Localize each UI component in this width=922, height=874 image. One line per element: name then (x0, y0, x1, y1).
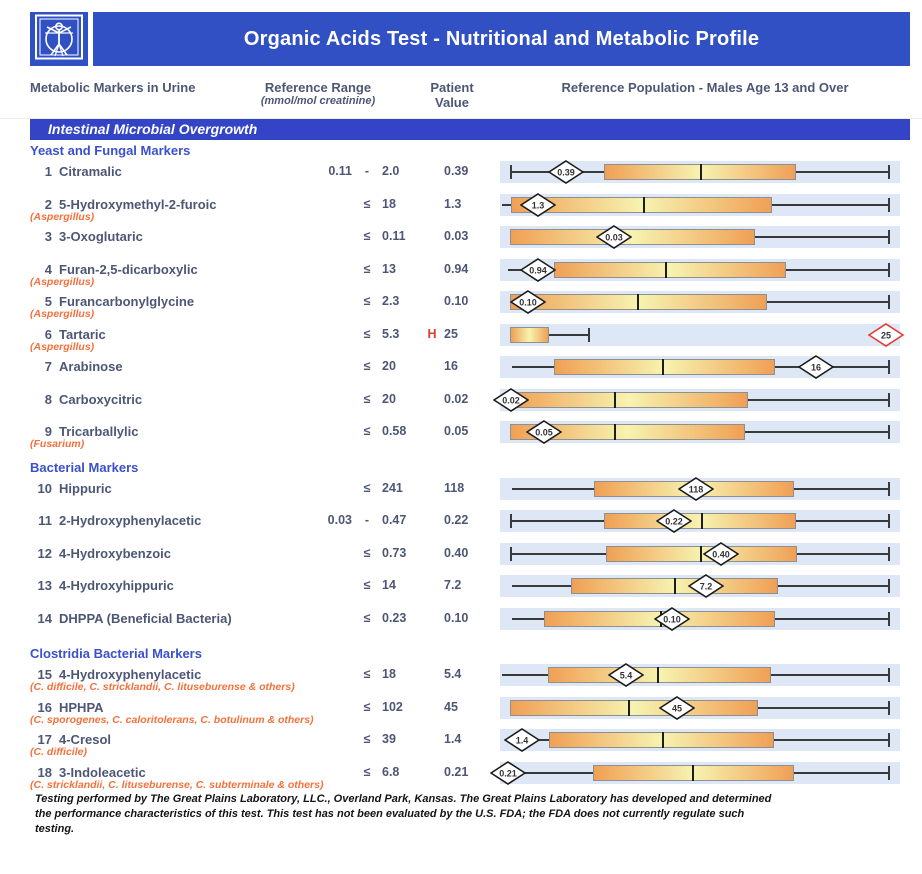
marker-organisms: (C. stricklandii, C. lituseburense, C. subterminale & others) (30, 778, 324, 791)
patient-value (422, 700, 500, 714)
title-banner (93, 12, 910, 66)
median-line (643, 197, 645, 213)
group-heading: Yeast and Fungal Markers (30, 143, 191, 158)
svg-text:7.2: 7.2 (700, 581, 713, 592)
col-markers: Metabolic Markers in Urine (30, 80, 196, 95)
quartile-box (554, 262, 786, 278)
patient-marker-diamond (520, 193, 556, 217)
patient-marker-diamond (678, 477, 714, 501)
reference-comparator: ≤ (363, 667, 371, 681)
boxplot (500, 543, 900, 565)
median-line (700, 164, 702, 180)
patient-value-number: 7.2 (444, 578, 462, 592)
marker-name: Furancarbonylglycine (59, 294, 195, 309)
col-reference-units: (mmol/mol creatinine) (260, 95, 376, 107)
marker-number: 16 (37, 699, 52, 715)
boxplot (500, 664, 900, 686)
patient-marker-diamond (608, 663, 644, 687)
patient-marker-diamond (703, 542, 739, 566)
boxplot (500, 478, 900, 500)
column-headers (0, 66, 922, 119)
patient-value (422, 197, 500, 211)
reference-high: 13 (382, 261, 396, 276)
reference-comparator: ≤ (363, 764, 371, 779)
reference-high: 0.47 (382, 513, 407, 527)
reference-high: 2.0 (382, 164, 400, 178)
marker-name: HPHPA (59, 699, 104, 715)
marker-organisms: (Aspergillus) (30, 308, 95, 320)
svg-text:0.03: 0.03 (605, 232, 624, 243)
patient-value-number: 16 (444, 359, 458, 373)
marker-number: 4 (44, 261, 52, 277)
marker-number: 14 (37, 610, 52, 626)
col-reference-range: Reference Range (mmol/mol creatinine) (238, 80, 398, 107)
median-line (614, 424, 616, 440)
patient-marker-diamond (548, 160, 584, 184)
median-line (657, 667, 659, 683)
whisker-cap-right (888, 360, 890, 374)
marker-name: DHPPA (Beneficial Bacteria) (59, 610, 232, 626)
svg-text:0.22: 0.22 (665, 516, 683, 527)
reference-high: 0.11 (382, 229, 406, 243)
patient-value (422, 294, 500, 308)
reference-high: 2.3 (382, 294, 400, 308)
patient-value (422, 327, 500, 341)
marker-organisms: (C. sporogenes, C. caloritolerans, C. botulinum & others) (30, 713, 314, 726)
boxplot (500, 356, 900, 378)
marker-name: 3-Indoleacetic (59, 764, 146, 780)
patient-value (422, 359, 500, 373)
marker-number: 11 (38, 513, 52, 528)
patient-marker-diamond (688, 574, 724, 598)
marker-row (30, 763, 910, 796)
patient-value-number: 0.10 (444, 294, 469, 308)
svg-text:0.02: 0.02 (502, 395, 520, 405)
median-line (674, 578, 676, 594)
section-header: Intestinal Microbial Overgrowth (30, 119, 910, 140)
reference-comparator: ≤ (363, 294, 371, 308)
reference-comparator: ≤ (363, 699, 371, 714)
reference-comparator: ≤ (363, 196, 371, 211)
marker-number: 15 (37, 667, 52, 682)
patient-value-number: 0.40 (444, 545, 469, 560)
reference-comparator: ≤ (363, 578, 371, 592)
reference-comparator: - (364, 164, 370, 178)
footer-line: the performance characteristics of this test. This test has not been evaluated by the U.S. FDA; the FDA does not currently regulate such (35, 808, 745, 820)
high-flag: H (427, 326, 437, 341)
reference-high: 5.3 (382, 326, 400, 341)
reference-low: 0.03 (327, 513, 352, 527)
reference-high: 20 (382, 391, 396, 406)
marker-number: 1 (44, 164, 52, 179)
whisker-cap-left (510, 514, 512, 528)
patient-value-number: 0.39 (444, 164, 469, 178)
marker-number: 3 (44, 229, 52, 244)
patient-value-number: 0.03 (444, 229, 469, 243)
report-header (30, 12, 910, 66)
patient-value-number: 118 (444, 480, 465, 495)
marker-number: 18 (37, 764, 52, 780)
svg-text:0.40: 0.40 (712, 549, 730, 559)
patient-marker-diamond (493, 388, 529, 412)
reference-high: 20 (382, 359, 396, 373)
quartile-box (510, 392, 748, 408)
marker-row (30, 511, 910, 544)
quartile-box (604, 513, 796, 529)
boxplot (500, 575, 900, 597)
boxplot (500, 389, 900, 411)
patient-marker-diamond (490, 761, 526, 785)
patient-marker-diamond (798, 355, 834, 379)
patient-value-number: 0.10 (444, 610, 469, 625)
whisker-cap-right (888, 547, 890, 561)
reference-high: 241 (382, 480, 403, 495)
marker-name: Arabinose (59, 359, 123, 374)
whisker-cap-right (888, 668, 890, 682)
patient-value-number: 0.94 (444, 261, 469, 276)
whisker-cap-right (888, 733, 890, 747)
svg-text:45: 45 (672, 703, 683, 713)
patient-value-number: 0.05 (444, 424, 469, 438)
patient-value (422, 765, 500, 779)
marker-name: 2-Hydroxyphenylacetic (59, 513, 202, 528)
marker-name: 4-Cresol (59, 732, 112, 747)
marker-number: 7 (44, 359, 52, 374)
patient-value-number: 1.3 (444, 196, 462, 211)
reference-comparator: ≤ (363, 610, 371, 625)
svg-text:5.4: 5.4 (620, 670, 633, 681)
marker-row (30, 479, 910, 512)
patient-value (422, 229, 500, 243)
patient-value-number: 1.4 (444, 732, 462, 746)
whisker-cap-right (888, 230, 890, 244)
reference-comparator: ≤ (363, 391, 371, 406)
reference-high: 0.73 (382, 545, 407, 560)
whisker-cap-right (888, 393, 890, 407)
whisker-cap-right (588, 328, 590, 342)
patient-marker-diamond (520, 258, 556, 282)
reference-comparator: ≤ (363, 359, 371, 373)
marker-organisms: (C. difficile, C. stricklandii, C. lituseburense & others) (30, 681, 295, 693)
marker-row (30, 260, 910, 293)
boxplot (500, 697, 900, 719)
median-line (692, 765, 694, 781)
quartile-box (510, 229, 755, 245)
marker-organisms: (Aspergillus) (30, 210, 95, 223)
marker-name: Tartaric (59, 326, 106, 342)
marker-organisms: (C. difficile) (30, 746, 87, 758)
footer-disclaimer (35, 792, 895, 837)
marker-row (30, 665, 910, 698)
quartile-box (510, 700, 758, 716)
boxplot (500, 259, 900, 281)
median-line (628, 700, 630, 716)
patient-value-number: 0.22 (444, 513, 469, 527)
whisker-cap-right (888, 263, 890, 277)
col-patient-value: Patient Value (430, 80, 474, 110)
report-title: Organic Acids Test - Nutritional and Metabolic Profile (243, 27, 760, 50)
patient-marker-diamond (510, 290, 546, 314)
patient-marker-diamond (526, 420, 562, 444)
marker-number: 2 (44, 196, 52, 212)
marker-number: 9 (44, 424, 52, 439)
median-line (662, 359, 664, 375)
marker-row (30, 544, 910, 577)
reference-low: 0.11 (328, 164, 352, 178)
median-line (614, 392, 616, 408)
patient-value-number: 0.21 (444, 764, 469, 779)
marker-row (30, 195, 910, 228)
median-line (637, 294, 639, 310)
patient-value-number: 0.02 (444, 391, 469, 406)
marker-name: 4-Hydroxyhippuric (59, 578, 174, 593)
patient-marker-diamond (659, 696, 695, 720)
svg-text:0.39: 0.39 (557, 167, 575, 178)
median-line (665, 262, 667, 278)
rows (30, 143, 910, 795)
boxplot (500, 226, 900, 248)
svg-text:0.10: 0.10 (663, 614, 681, 624)
patient-marker-diamond (656, 509, 692, 533)
marker-number: 13 (37, 578, 52, 593)
svg-text:0.10: 0.10 (519, 297, 537, 308)
whisker-cap-left (510, 547, 512, 561)
group-heading: Clostridia Bacterial Markers (30, 646, 202, 661)
patient-value (422, 424, 500, 438)
whisker-cap-right (888, 701, 890, 715)
whisker-cap-right (888, 165, 890, 179)
reference-comparator: ≤ (363, 480, 371, 495)
svg-text:16: 16 (810, 362, 822, 373)
marker-name: 5-Hydroxymethyl-2-furoic (59, 196, 217, 212)
marker-organisms: (Aspergillus) (30, 340, 95, 353)
boxplot (500, 291, 900, 313)
patient-value-number: 5.4 (444, 667, 462, 681)
svg-text:0.21: 0.21 (499, 768, 517, 778)
quartile-box (548, 667, 772, 683)
quartile-box (510, 327, 549, 343)
reference-comparator: ≤ (363, 424, 371, 438)
median-line (701, 513, 703, 529)
marker-row (30, 162, 910, 195)
marker-organisms: (Aspergillus) (30, 275, 95, 288)
boxplot (500, 510, 900, 532)
svg-text:0.05: 0.05 (535, 427, 553, 438)
marker-name: Citramalic (59, 164, 122, 179)
patient-value (422, 262, 500, 276)
reference-comparator: - (364, 513, 370, 527)
svg-text:1.3: 1.3 (532, 200, 545, 210)
whisker-cap-right (888, 482, 890, 496)
whisker-cap-right (888, 198, 890, 212)
reference-high: 14 (382, 578, 396, 592)
patient-marker-diamond (504, 728, 540, 752)
marker-row (30, 227, 910, 260)
patient-value (422, 578, 500, 592)
marker-row (30, 422, 910, 455)
patient-marker-diamond (868, 323, 904, 347)
marker-number: 8 (44, 391, 52, 407)
patient-value (422, 732, 500, 746)
reference-high: 102 (382, 699, 403, 714)
reference-comparator: ≤ (363, 261, 371, 276)
whisker-cap-left (510, 165, 512, 179)
marker-name: Hippuric (59, 480, 112, 496)
whisker-cap-right (888, 612, 890, 626)
reference-high: 0.58 (382, 424, 407, 438)
marker-name: Furan-2,5-dicarboxylic (59, 261, 198, 277)
boxplot (500, 324, 900, 346)
marker-number: 12 (37, 545, 52, 561)
svg-text:25: 25 (880, 330, 892, 340)
patient-value-number: 45 (444, 699, 458, 714)
marker-number: 10 (37, 480, 52, 496)
marker-name: Tricarballylic (59, 424, 139, 439)
reference-high: 39 (382, 732, 396, 746)
boxplot (500, 161, 900, 183)
whisker-cap-right (888, 514, 890, 528)
marker-row (30, 576, 910, 609)
svg-text:1.4: 1.4 (516, 735, 529, 746)
whisker-cap-right (888, 579, 890, 593)
svg-text:118: 118 (688, 484, 704, 494)
lab-logo (30, 12, 88, 66)
patient-marker-diamond (596, 225, 632, 249)
boxplot (500, 608, 900, 630)
patient-value (422, 513, 500, 527)
marker-name: 3-Oxoglutaric (59, 229, 143, 244)
reference-high: 18 (382, 667, 396, 681)
whisker-cap-right (888, 295, 890, 309)
patient-value-number: 25 (444, 326, 458, 341)
marker-row (30, 292, 910, 325)
vitruvian-man-icon (34, 14, 84, 65)
marker-row (30, 698, 910, 731)
marker-name: Carboxycitric (59, 391, 143, 407)
reference-high: 0.23 (382, 610, 407, 625)
reference-high: 18 (382, 196, 396, 211)
whisker-cap-right (888, 425, 890, 439)
footer-line: testing. (35, 823, 75, 835)
marker-row (30, 730, 910, 763)
median-line (700, 546, 702, 562)
marker-row (30, 390, 910, 423)
patient-value (422, 164, 500, 178)
boxplot (500, 194, 900, 216)
marker-name: 4-Hydroxyphenylacetic (59, 667, 202, 682)
col-population: Reference Population - Males Age 13 and Over (561, 80, 849, 95)
reference-high: 6.8 (382, 764, 400, 779)
marker-row (30, 325, 910, 358)
patient-value (422, 392, 500, 406)
marker-number: 5 (44, 294, 52, 309)
marker-name: 4-Hydroxybenzoic (59, 545, 171, 561)
reference-comparator: ≤ (363, 545, 371, 560)
patient-value (422, 481, 500, 495)
footer-line: Testing performed by The Great Plains Laboratory, LLC., Overland Park, Kansas. The Great Plains Laboratory has developed and determined (35, 793, 772, 805)
median-line (662, 732, 664, 748)
patient-value (422, 546, 500, 560)
reference-comparator: ≤ (363, 732, 371, 746)
whisker-cap-right (888, 766, 890, 780)
boxplot (500, 762, 900, 784)
reference-comparator: ≤ (363, 229, 371, 243)
boxplot (500, 729, 900, 751)
marker-row (30, 609, 910, 642)
marker-row (30, 357, 910, 390)
patient-value (422, 611, 500, 625)
marker-number: 17 (37, 732, 52, 747)
patient-value (422, 667, 500, 681)
group-heading: Bacterial Markers (30, 459, 139, 475)
marker-organisms: (Fusarium) (30, 438, 85, 450)
patient-marker-diamond (654, 607, 690, 631)
boxplot (500, 421, 900, 443)
svg-text:0.94: 0.94 (528, 265, 547, 275)
quartile-box (554, 359, 776, 375)
reference-comparator: ≤ (363, 326, 371, 341)
marker-number: 6 (44, 326, 52, 342)
